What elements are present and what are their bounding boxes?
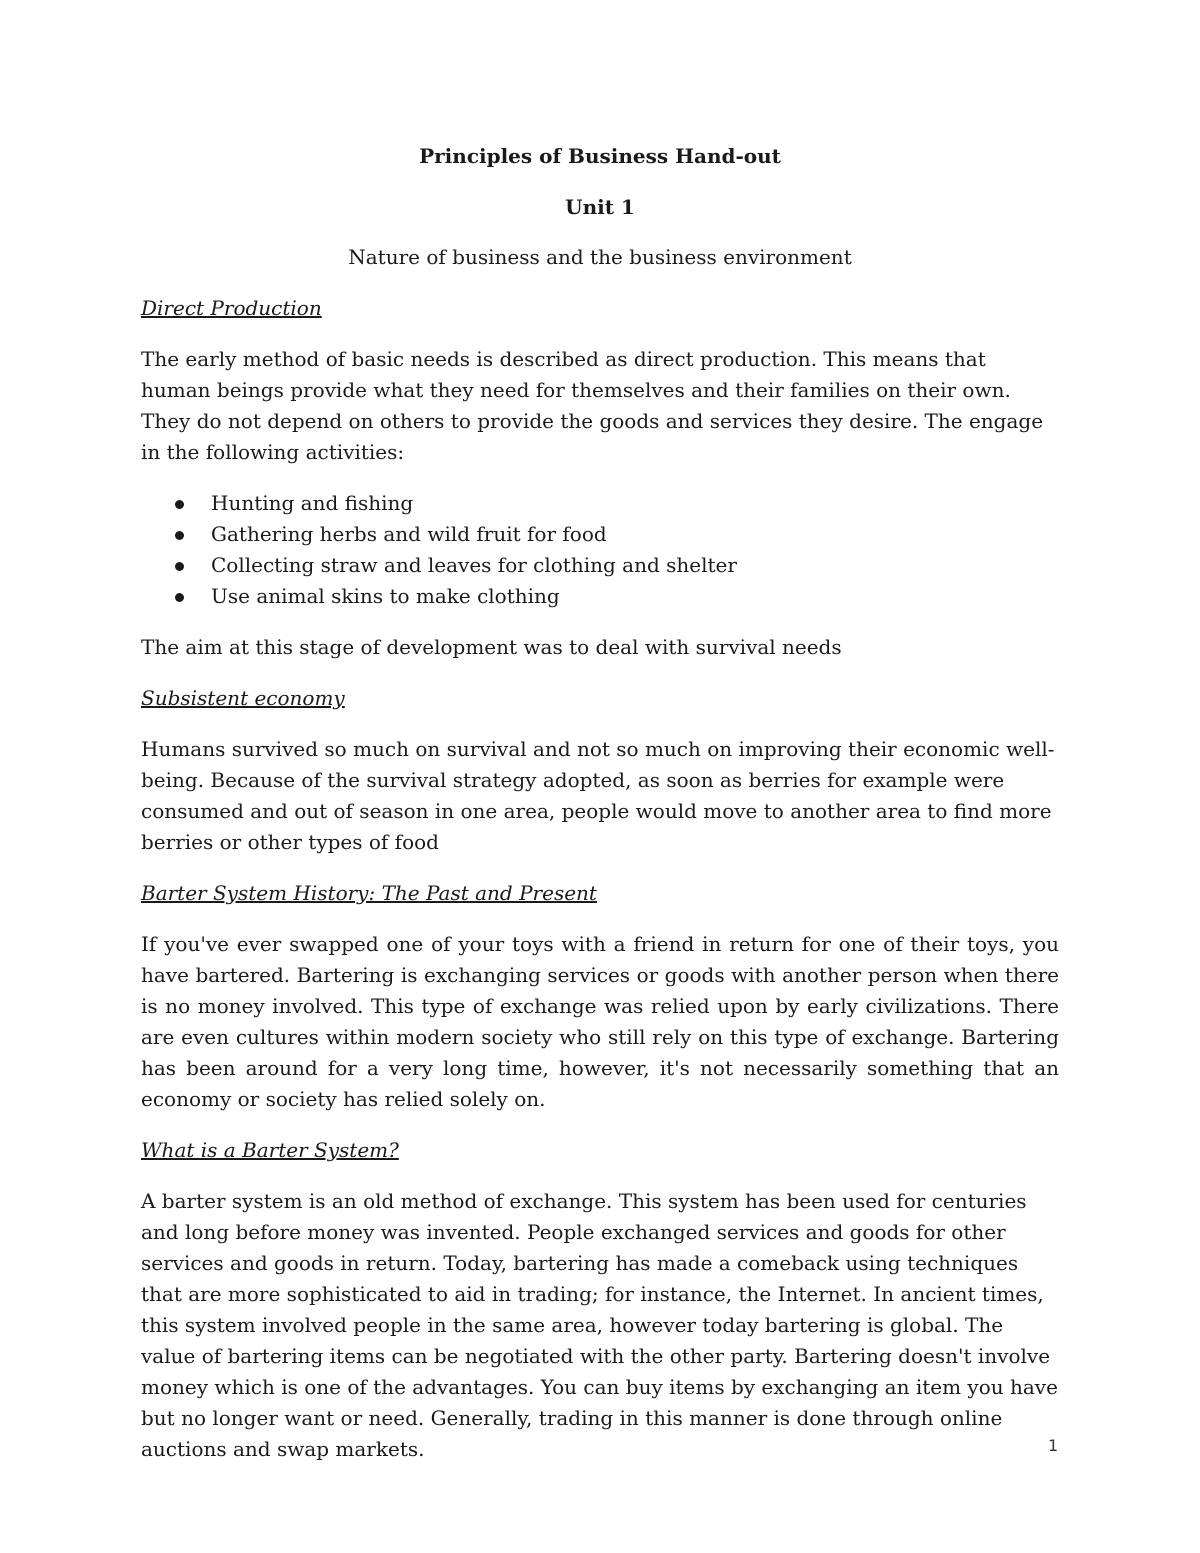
unit-heading: Unit 1	[565, 195, 635, 219]
paragraph-what-is-barter: A barter system is an old method of exchange. This system has been used for centuries and long before money was invented. People exchanged services and goods for other services and goods in return. Today, bartering has made a comeback using techniques that are more sophisticated to aid in trading; for instance, the Internet. In ancient times, this system involved people in the same area, however today bartering is global. The value of bartering items can be negotiated with the other party. Bartering doesn't involve money which is one of the advantages. You can buy items by exchanging an item you have but no longer want or need. Generally, trading in this manner is done through online auctions and swap markets.	[141, 1189, 1058, 1461]
list-item	[141, 488, 1059, 519]
bullet-icon	[175, 500, 184, 509]
document-title: Principles of Business Hand-out	[419, 144, 781, 168]
page-content	[141, 141, 1059, 1485]
bullet-icon	[175, 562, 184, 571]
section-heading-subsistent-economy: Subsistent economy	[141, 686, 345, 710]
paragraph-subsistent-economy: Humans survived so much on survival and not so much on improving their economic well-being. Because of the survival strategy adopted, as soon as berries for example were consumed and out of season in one area, people would move to another area to find more berries or other types of food	[141, 737, 1055, 854]
document-subtitle: Nature of business and the business environment	[348, 245, 852, 269]
list-item-text: Hunting and fishing	[211, 491, 414, 515]
section-heading-direct-production: Direct Production	[141, 296, 322, 320]
list-item	[141, 581, 1059, 612]
bullet-icon	[175, 593, 184, 602]
list-item	[141, 550, 1059, 581]
page-number: 1	[1048, 1436, 1059, 1455]
list-item	[141, 519, 1059, 550]
section-heading-barter-history: Barter System History: The Past and Present	[141, 881, 597, 905]
bullet-icon	[175, 531, 184, 540]
list-item-text: Collecting straw and leaves for clothing and shelter	[211, 553, 737, 577]
paragraph-barter-history: If you've ever swapped one of your toys with a friend in return for one of their toys, you have bartered. Bartering is exchanging services or goods with another person when there is no money involved. This type of exchange was relied upon by early civilizations. There are even cultures within modern society who still rely on this type of exchange. Bartering has been around for a very long time, however, it's not necessarily something that an economy or society has relied solely on.	[141, 932, 1059, 1111]
paragraph-direct-production: The early method of basic needs is described as direct production. This means that human beings provide what they need for themselves and their families on their own. They do not depend on others to provide the goods and services they desire. The engage in the following activities:	[141, 347, 1044, 464]
list-item-text: Gathering herbs and wild fruit for food	[211, 522, 607, 546]
activities-list	[141, 488, 1059, 612]
section-heading-what-is-barter: What is a Barter System?	[141, 1138, 399, 1162]
paragraph-survival-needs: The aim at this stage of development was to deal with survival needs	[141, 635, 842, 659]
list-item-text: Use animal skins to make clothing	[211, 584, 560, 608]
